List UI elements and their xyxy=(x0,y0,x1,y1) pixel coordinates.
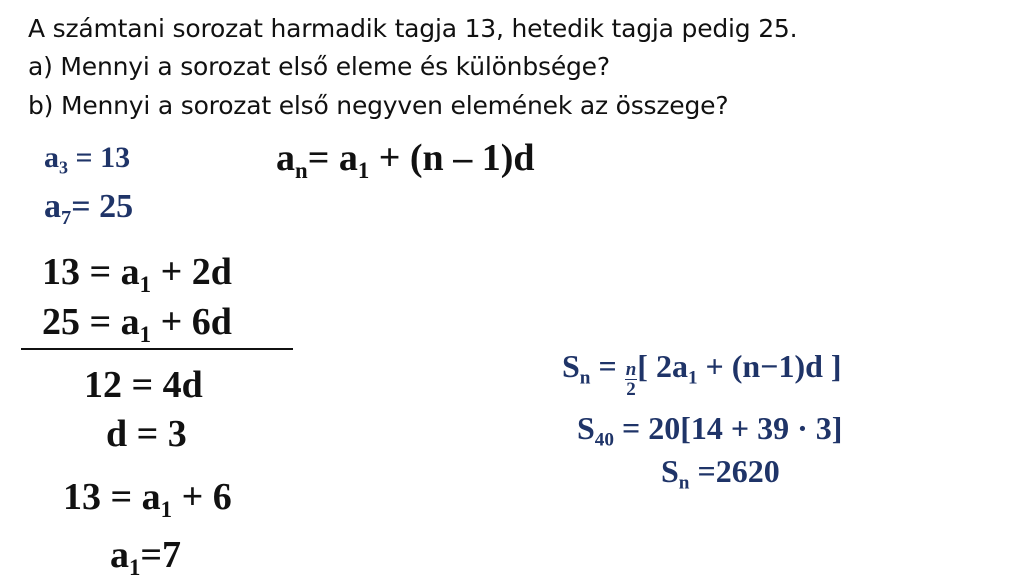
equation-2 xyxy=(42,300,232,347)
a7-base: a xyxy=(44,188,61,225)
s40-base: S xyxy=(577,410,595,446)
an-a1-sub: 1 xyxy=(357,157,370,183)
subst-left: 13 = a xyxy=(63,476,161,518)
s40-rest: = 20[14 + 39 · 3] xyxy=(613,410,843,446)
total-rest: =2620 xyxy=(689,453,780,489)
s40-sub: 40 xyxy=(594,429,614,451)
an-base: a xyxy=(276,137,295,179)
problem-line-1: A számtani sorozat harmadik tagja 13, hetedik tagja pedig 25. xyxy=(28,14,798,43)
problem-line-b: b) Mennyi a sorozat első negyven elemének az összege? xyxy=(28,91,729,120)
d-value: d = 3 xyxy=(106,413,187,455)
given-a7 xyxy=(44,188,134,230)
a1-value xyxy=(110,533,182,580)
sn-base: S xyxy=(562,348,580,384)
fraction-n-over-2 xyxy=(625,360,638,399)
a7-sub: 7 xyxy=(61,207,72,230)
sn-bracket-open: [ 2a xyxy=(637,348,688,384)
problem-line-a: a) Mennyi a sorozat első eleme és különbsége? xyxy=(28,52,610,81)
sum-formula xyxy=(562,348,842,399)
fraction-denominator: 2 xyxy=(626,378,636,400)
an-eq: = a xyxy=(307,137,358,179)
a3-sub: 3 xyxy=(59,157,68,178)
subtraction-line xyxy=(21,348,293,350)
substitution-equation xyxy=(63,475,232,522)
fraction-numerator: n xyxy=(625,358,637,380)
subst-sub: 1 xyxy=(160,496,173,522)
a1-sub: 1 xyxy=(129,554,141,580)
sn-a1-sub: 1 xyxy=(687,367,698,389)
equation-1 xyxy=(42,250,232,297)
difference-equation: 12 = 4d xyxy=(84,364,203,406)
eq1-sub: 1 xyxy=(139,271,152,297)
a1-base: a xyxy=(110,534,129,576)
eq1-right: + 2d xyxy=(151,251,232,293)
an-sub: n xyxy=(295,157,308,183)
sn-sub: n xyxy=(579,367,591,389)
a7-value: = 25 xyxy=(71,188,134,225)
a3-base: a xyxy=(44,141,59,174)
a3-value: = 13 xyxy=(68,141,131,174)
eq1-left: 13 = a xyxy=(42,251,140,293)
eq2-sub: 1 xyxy=(139,321,152,347)
sn-eq: = xyxy=(590,348,625,384)
an-rest: + (n – 1)d xyxy=(369,137,535,179)
eq2-left: 25 = a xyxy=(42,301,140,343)
general-term-formula xyxy=(276,136,535,183)
eq2-right: + 6d xyxy=(151,301,232,343)
total-base: S xyxy=(661,453,679,489)
given-a3 xyxy=(44,141,131,178)
sum-result xyxy=(661,453,780,494)
s40-calculation xyxy=(577,410,843,451)
subst-right: + 6 xyxy=(172,476,232,518)
total-sub: n xyxy=(678,472,690,494)
a1-rest: =7 xyxy=(140,534,182,576)
sn-rest: + (n−1)d ] xyxy=(697,348,842,384)
